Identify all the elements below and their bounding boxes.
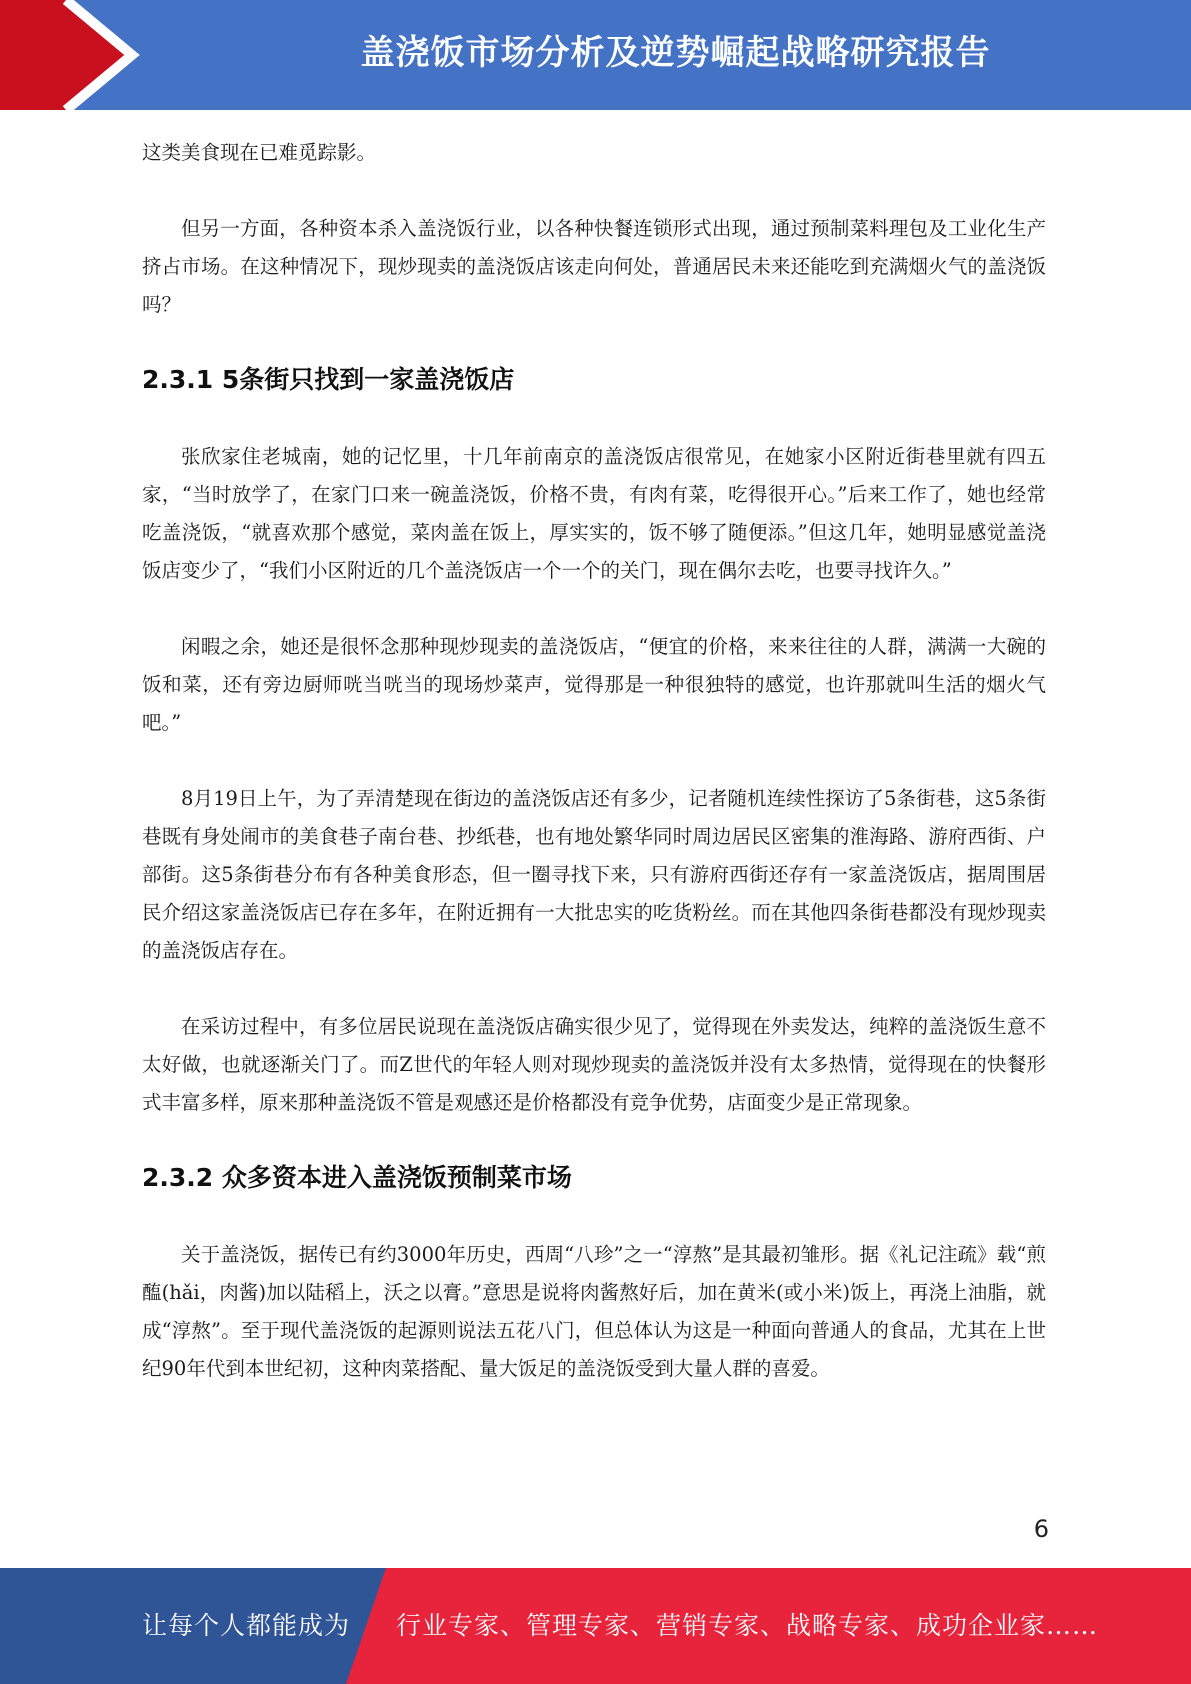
paragraph: 在采访过程中，有多位居民说现在盖浇饭店确实很少见了，觉得现在外卖发达，纯粹的盖浇饭生意不太好做，也就逐渐关门了。而Z世代的年轻人则对现炒现卖的盖浇饭并没有太多热情，觉得现在的快餐形式丰富多样，原来那种盖浇饭不管是观感还是价格都没有竞争优势，店面变少是正常现象。 xyxy=(142,1015,1046,1114)
header-banner xyxy=(0,0,1191,110)
paragraph: 这类美食现在已难觅踪影。 xyxy=(142,141,377,164)
paragraph: 8月19日上午，为了弄清楚现在街边的盖浇饭店还有多少，记者随机连续性探访了5条街巷，这5条街巷既有身处闹市的美食巷子南台巷、抄纸巷，也有地处繁华同时周边居民区密集的淮海路、游府西街、户部街。这5条街巷分布有各种美食形态，但一圈寻找下来，只有游府西街还存有一家盖浇饭店，据周围居民介绍这家盖浇饭店已存在多年，在附近拥有一大批忠实的吃货粉丝。而在其他四条街巷都没有现炒现卖的盖浇饭店存在。 xyxy=(142,787,1046,962)
footer-slogan-lead: 让每个人都能成为 xyxy=(142,1611,351,1640)
paragraph: 闲暇之余，她还是很怀念那种现炒现卖的盖浇饭店，“便宜的价格，来来往往的人群，满满一大碗的饭和菜，还有旁边厨师咣当咣当的现场炒菜声，觉得那是一种很独特的感觉，也许那就叫生活的烟火气吧。” xyxy=(142,635,1046,734)
page-content xyxy=(142,134,1046,1388)
red-chevron-decoration xyxy=(0,0,160,110)
report-title: 盖浇饭市场分析及逆势崛起战略研究报告 xyxy=(360,33,991,73)
section-heading-2-3-1: 2.3.1 5条街只找到一家盖浇饭店 xyxy=(142,365,515,394)
section-heading-2-3-2: 2.3.2 众多资本进入盖浇饭预制菜市场 xyxy=(142,1163,572,1192)
paragraph: 但另一方面，各种资本杀入盖浇饭行业，以各种快餐连锁形式出现，通过预制菜料理包及工业化生产挤占市场。在这种情况下，现炒现卖的盖浇饭店该走向何处，普通居民未来还能吃到充满烟火气的盖浇饭吗？ xyxy=(142,217,1046,316)
page-number: 6 xyxy=(1033,1515,1049,1543)
paragraph: 关于盖浇饭，据传已有约3000年历史，西周“八珍”之一“淳熬”是其最初雏形。据《礼记注疏》载“煎醢(hǎi，肉酱)加以陆稻上，沃之以膏。”意思是说将肉酱熬好后，加在黄米(或小米)饭上，再浇上油脂，就成“淳熬”。至于现代盖浇饭的起源则说法五花八门，但总体认为这是一种面向普通人的食品，尤其在上世纪90年代到本世纪初，这种肉菜搭配、量大饭足的盖浇饭受到大量人群的喜爱。 xyxy=(142,1243,1046,1380)
footer-slogan-roles: 行业专家、管理专家、营销专家、战略专家、成功企业家…… xyxy=(396,1611,1099,1640)
paragraph: 张欣家住老城南，她的记忆里，十几年前南京的盖浇饭店很常见，在她家小区附近街巷里就有四五家，“当时放学了，在家门口来一碗盖浇饭，价格不贵，有肉有菜，吃得很开心。”后来工作了，她也经常吃盖浇饭，“就喜欢那个感觉，菜肉盖在饭上，厚实实的，饭不够了随便添。”但这几年，她明显感觉盖浇饭店变少了，“我们小区附近的几个盖浇饭店一个一个的关门，现在偶尔去吃，也要寻找许久。” xyxy=(142,445,1046,582)
footer-banner xyxy=(0,1568,1191,1684)
